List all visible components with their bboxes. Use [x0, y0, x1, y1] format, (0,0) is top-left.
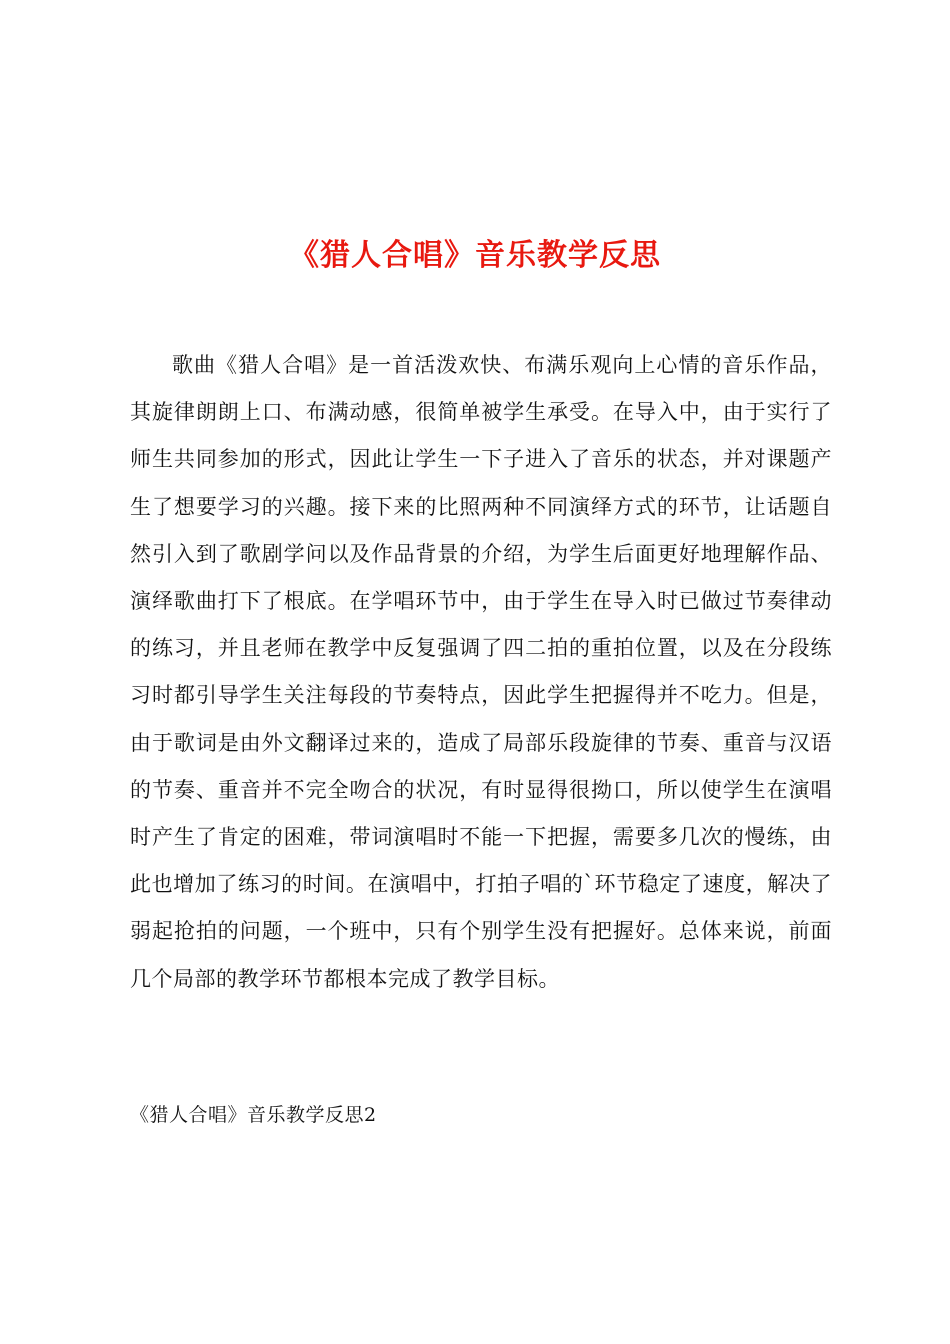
document-title: 《猎人合唱》音乐教学反思 [289, 238, 661, 274]
body-paragraph: 歌曲《猎人合唱》是一首活泼欢快、布满乐观向上心情的音乐作品，其旋律朗朗上口、布满动感，很简单被学生承受。在导入中，由于实行了师生共同参加的形式，因此让学生一下子进入了音乐的状态，并对课题产生了想要学习的兴趣。接下来的比照两种不同演绎方式的环节，让话题自然引入到了歌剧学问以及作品背景的介绍，为学生后面更好地理解作品、演绎歌曲打下了根底。在学唱环节中，由于学生在导入时已做过节奏律动的练习，并且老师在教学中反复强调了四二拍的重拍位置，以及在分段练习时都引导学生关注每段的节奏特点，因此学生把握得并不吃力。但是，由于歌词是由外文翻译过来的，造成了局部乐段旋律的节奏、重音与汉语的节奏、重音并不完全吻合的状况，有时显得很拗口，所以使学生在演唱时产生了肯定的困难，带词演唱时不能一下把握，需要多几次的慢练，由此也增加了练习的时间。在演唱中，打拍子唱的`环节稳定了速度，解决了弱起抢拍的问题，一个班中，只有个别学生没有把握好。总体来说，前面几个局部的教学环节都根本完成了教学目标。 [130, 353, 832, 991]
section-heading: 《猎人合唱》音乐教学反思2 [130, 1104, 377, 1126]
